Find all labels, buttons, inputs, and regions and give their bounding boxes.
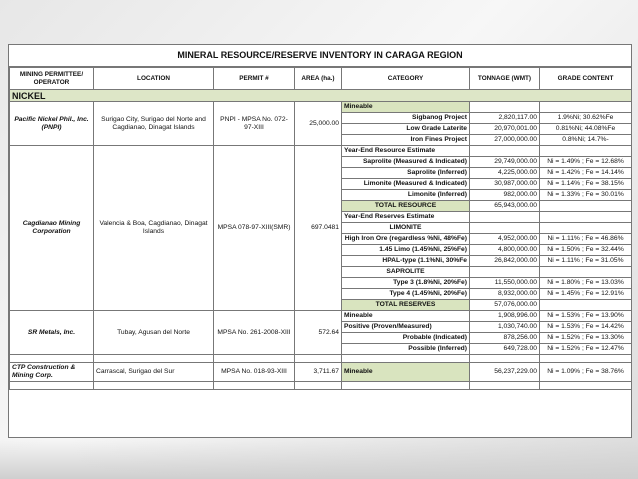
grade-cell: Ni = 1.49% ; Fe = 12.68% (540, 157, 632, 168)
srm-area: 572.64 (295, 311, 342, 355)
section-row (10, 90, 632, 102)
tonnage-cell (470, 223, 540, 234)
category-cell: Year-End Reserves Estimate (342, 212, 470, 223)
tonnage-cell (470, 146, 540, 157)
grade-cell: Ni = 1.11% ; Fe = 46.86% (540, 234, 632, 245)
category-cell: Possible (Inferred) (342, 344, 470, 355)
pnpi-operator: Pacific Nickel Phil., Inc. (PNPI) (10, 102, 94, 146)
grade-cell (540, 102, 632, 113)
tonnage-cell: 8,932,000.00 (470, 289, 540, 300)
tonnage-cell: 878,256.00 (470, 333, 540, 344)
tonnage-cell: 11,550,000.00 (470, 278, 540, 289)
table-row (10, 363, 632, 382)
grade-cell: Ni = 1.42% ; Fe = 14.14% (540, 168, 632, 179)
header-area: AREA (ha.) (295, 68, 342, 90)
grade-cell: Ni = 1.53% ; Fe = 14.42% (540, 322, 632, 333)
grade-cell (540, 300, 632, 311)
category-cell: LIMONITE (342, 223, 470, 234)
category-cell: High Iron Ore (regardless %Ni, 48%Fe) (342, 234, 470, 245)
tonnage-cell: 56,237,229.00 (470, 363, 540, 382)
header-permittee: MINING PERMITTEE/ OPERATOR (10, 68, 94, 90)
category-cell: Low Grade Laterite (342, 124, 470, 135)
table-row (10, 146, 632, 157)
category-cell: TOTAL RESOURCE (342, 201, 470, 212)
header-location: LOCATION (94, 68, 214, 90)
inventory-document (8, 44, 632, 438)
tonnage-cell (470, 212, 540, 223)
inventory-table (9, 67, 632, 390)
category-cell: Mineable (342, 311, 470, 322)
grade-cell: 0.81%Ni; 44.08%Fe (540, 124, 632, 135)
srm-operator: SR Metals, Inc. (10, 311, 94, 355)
srm-permit: MPSA No. 261-2008-XIII (214, 311, 295, 355)
category-cell: Limonite (Inferred) (342, 190, 470, 201)
grade-cell: Ni = 1.33% ; Fe = 30.01% (540, 190, 632, 201)
header-tonnage: TONNAGE (WMT) (470, 68, 540, 90)
table-row (10, 311, 632, 322)
cmc-location: Valencia & Boa, Cagdianao, Dinagat Islands (94, 146, 214, 311)
category-cell: 1.45 Limo (1.45%Ni, 25%Fe) (342, 245, 470, 256)
category-cell: Mineable (342, 102, 470, 113)
category-cell: Sigbanog Project (342, 113, 470, 124)
ctp-permit: MPSA No. 018-93-XIII (214, 363, 295, 382)
category-cell: SAPROLITE (342, 267, 470, 278)
tonnage-cell: 2,820,117.00 (470, 113, 540, 124)
category-cell: Year-End Resource Estimate (342, 146, 470, 157)
ctp-operator: CTP Construction & Mining Corp. (10, 363, 94, 382)
spacer-row (10, 355, 632, 363)
header-category: CATEGORY (342, 68, 470, 90)
tonnage-cell: 20,970,001.00 (470, 124, 540, 135)
category-cell: Positive (Proven/Measured) (342, 322, 470, 333)
grade-cell: Ni = 1.53% ; Fe = 13.90% (540, 311, 632, 322)
grade-cell (540, 201, 632, 212)
spacer-row (10, 382, 632, 390)
tonnage-cell: 30,987,000.00 (470, 179, 540, 190)
pnpi-location: Surigao City, Surigao del Norte and Cagdianao, Dinagat Islands (94, 102, 214, 146)
grade-cell: Ni = 1.52% ; Fe = 12.47% (540, 344, 632, 355)
category-cell: Limonite (Measured & Indicated) (342, 179, 470, 190)
grade-cell: Ni = 1.52% ; Fe = 13.30% (540, 333, 632, 344)
category-cell: Probable (Indicated) (342, 333, 470, 344)
ctp-location: Carrascal, Surigao del Sur (94, 363, 214, 382)
grade-cell: Ni = 1.14% ; Fe = 38.15% (540, 179, 632, 190)
grade-cell (540, 212, 632, 223)
tonnage-cell: 1,030,740.00 (470, 322, 540, 333)
pnpi-area: 25,000.00 (295, 102, 342, 146)
pnpi-permit: PNPI - MPSA No. 072-97-XIII (214, 102, 295, 146)
tonnage-cell: 982,000.00 (470, 190, 540, 201)
cmc-operator: Cagdianao Mining Corporation (10, 146, 94, 311)
cmc-permit: MPSA 078-97-XIII(SMR) (214, 146, 295, 311)
category-cell: TOTAL RESERVES (342, 300, 470, 311)
tonnage-cell: 1,908,996.00 (470, 311, 540, 322)
grade-cell (540, 146, 632, 157)
grade-cell: Ni = 1.11% ; Fe = 31.05% (540, 256, 632, 267)
tonnage-cell (470, 267, 540, 278)
tonnage-cell: 26,842,000.00 (470, 256, 540, 267)
category-cell: Iron Fines Project (342, 135, 470, 146)
document-title: MINERAL RESOURCE/RESERVE INVENTORY IN CARAGA REGION (9, 45, 631, 67)
tonnage-cell: 4,800,000.00 (470, 245, 540, 256)
table-row (10, 102, 632, 113)
ctp-area: 3,711.67 (295, 363, 342, 382)
grade-cell: Ni = 1.45% ; Fe = 12.91% (540, 289, 632, 300)
category-cell: Type 3 (1.8%Ni, 20%Fe) (342, 278, 470, 289)
grade-cell (540, 267, 632, 278)
category-cell: HPAL-type (1.1%Ni, 30%Fe (342, 256, 470, 267)
tonnage-cell: 65,943,000.00 (470, 201, 540, 212)
grade-cell (540, 223, 632, 234)
srm-location: Tubay, Agusan del Norte (94, 311, 214, 355)
tonnage-cell: 27,000,000.00 (470, 135, 540, 146)
header-row (10, 68, 632, 90)
tonnage-cell: 4,225,000.00 (470, 168, 540, 179)
section-label: NICKEL (10, 90, 632, 102)
slide-background-band (0, 439, 638, 479)
header-grade: GRADE CONTENT (540, 68, 632, 90)
category-cell: Saprolite (Inferred) (342, 168, 470, 179)
header-permit: PERMIT # (214, 68, 295, 90)
category-cell: Mineable (342, 363, 470, 382)
tonnage-cell (470, 102, 540, 113)
tonnage-cell: 57,076,000.00 (470, 300, 540, 311)
grade-cell: 0.8%Ni; 14.7%- (540, 135, 632, 146)
grade-cell: Ni = 1.50% ; Fe = 32.44% (540, 245, 632, 256)
tonnage-cell: 4,952,000.00 (470, 234, 540, 245)
grade-cell: 1.9%Ni; 30.62%Fe (540, 113, 632, 124)
tonnage-cell: 29,749,000.00 (470, 157, 540, 168)
category-cell: Saprolite (Measured & Indicated) (342, 157, 470, 168)
tonnage-cell: 649,728.00 (470, 344, 540, 355)
grade-cell: Ni = 1.80% ; Fe = 13.03% (540, 278, 632, 289)
cmc-area: 697.0481 (295, 146, 342, 311)
category-cell: Type 4 (1.45%Ni, 20%Fe) (342, 289, 470, 300)
grade-cell: Ni = 1.09% ; Fe = 38.76% (540, 363, 632, 382)
